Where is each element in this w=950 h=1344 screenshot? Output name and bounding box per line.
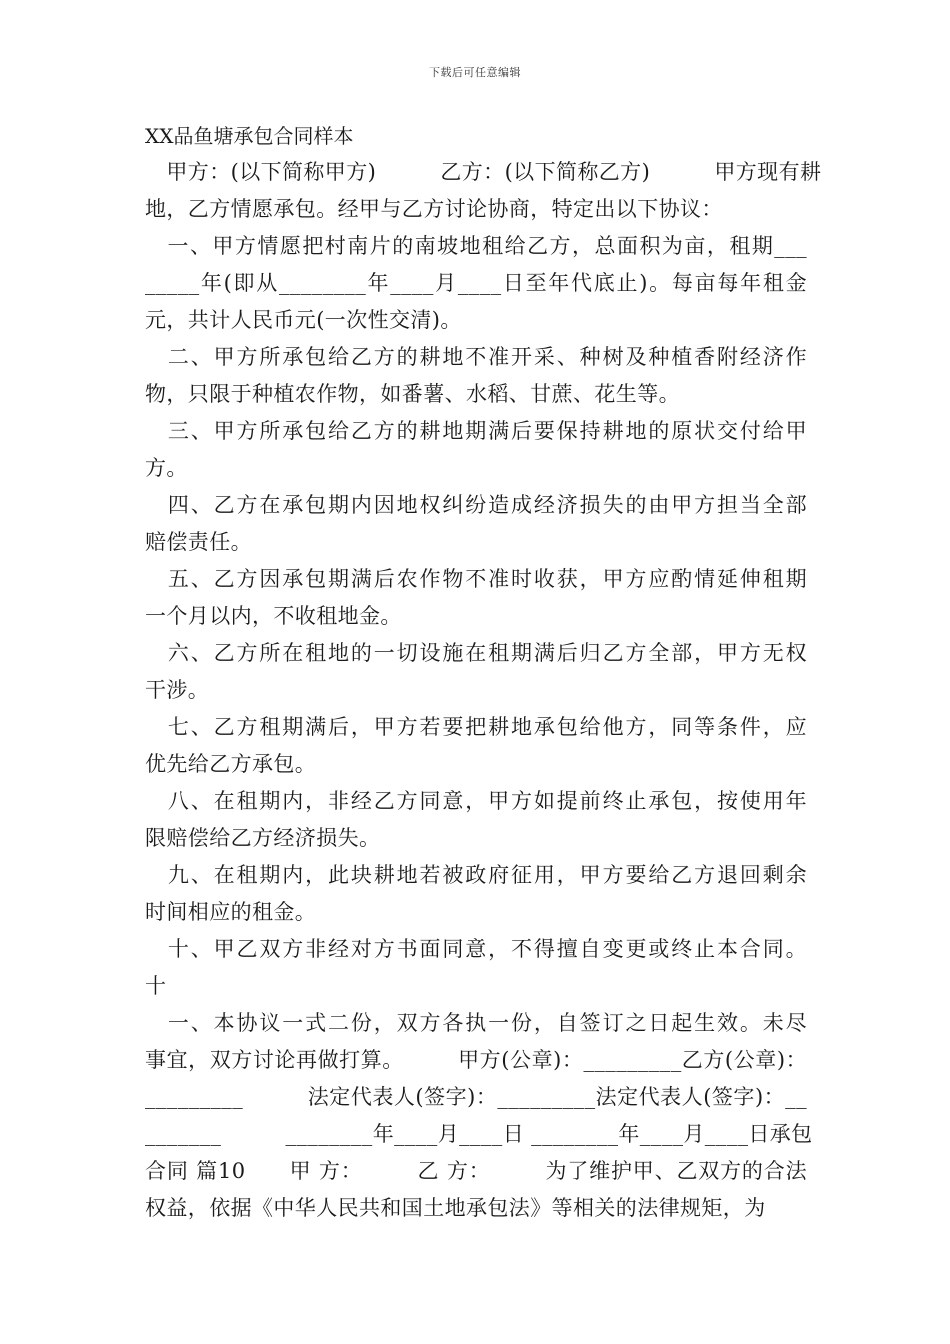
paragraph (145, 228, 807, 339)
paragraph (145, 339, 807, 413)
paragraph-line: 九、在租期内，此块耕地若被政府征用，甲方要给乙方退回剩余 (145, 863, 807, 887)
paragraph-line: 赔偿责任。 (145, 530, 252, 554)
document-body (145, 118, 822, 1227)
paragraph (145, 857, 807, 931)
paragraph-line: 时间相应的租金。 (145, 900, 317, 924)
paragraph-line: 一个月以内，不收租地金。 (145, 604, 402, 628)
paragraph-line: 地，乙方情愿承包。经甲与乙方讨论协商，特定出以下协议： (145, 197, 723, 221)
paragraph-line: 七、乙方租期满后，甲方若要把耕地承包给他方，同等条件，应 (145, 715, 807, 739)
paragraph (145, 783, 807, 857)
page-header-note: 下载后可任意编辑 (429, 66, 521, 79)
paragraph-line: 二、甲方所承包给乙方的耕地不准开采、种树及种植香附经济作 (145, 345, 807, 369)
paragraph-line: 三、甲方所承包给乙方的耕地期满后要保持耕地的原状交付给甲 (145, 419, 807, 443)
paragraph-line: 甲方：(以下简称甲方) 乙方：(以下简称乙方) 甲方现有耕 (145, 160, 822, 184)
paragraph-line: 物，只限于种植农作物，如番薯、水稻、甘蔗、花生等。 (145, 382, 680, 406)
paragraph-line: 合同 篇10 甲 方： 乙 方： 为了维护甲、乙双方的合法 (145, 1159, 807, 1183)
paragraph-line: 四、乙方在承包期内因地权纠纷造成经济损失的由甲方担当全部 (145, 493, 807, 517)
paragraph-line: 一、本协议一式二份，双方各执一份，自签订之日起生效。未尽 (145, 1011, 807, 1035)
paragraph-line: _______ ________年____月____日 ________年____月____日承包 (145, 1122, 813, 1146)
paragraph-line: 八、在租期内，非经乙方同意，甲方如提前终止承包，按使用年 (145, 789, 807, 813)
paragraph (145, 1005, 813, 1227)
paragraph-line: 干涉。 (145, 678, 210, 702)
paragraph (145, 561, 807, 635)
paragraph-line: 十、甲乙双方非经对方书面同意，不得擅自变更或终止本合同。 (145, 937, 807, 961)
paragraph-line: 元，共计人民币元(一次性交清)。 (145, 308, 462, 332)
paragraph (145, 709, 807, 783)
paragraph (145, 931, 807, 1005)
paragraph (145, 487, 807, 561)
paragraph-line: 事宜，双方讨论再做打算。 甲方(公章)：_________乙方(公章)： (145, 1048, 807, 1072)
paragraph-line: 限赔偿给乙方经济损失。 (145, 826, 381, 850)
paragraph-line: 权益，依据《中华人民共和国土地承包法》等相关的法律规矩，为 (145, 1196, 766, 1220)
paragraph (145, 154, 822, 228)
paragraph (145, 413, 807, 487)
paragraph-line: 五、乙方因承包期满后农作物不准时收获，甲方应酌情延伸租期 (145, 567, 807, 591)
paragraph-line: 方。 (145, 456, 188, 480)
document-title: XX品鱼塘承包合同样本 (145, 124, 354, 148)
paragraph-line: 优先给乙方承包。 (145, 752, 317, 776)
paragraph (145, 635, 807, 709)
paragraph-line: _________ 法定代表人(签字)：_________法定代表人(签字)：__ (145, 1085, 807, 1109)
paragraph-line: 一、甲方情愿把村南片的南坡地租给乙方，总面积为亩，租期___ (145, 234, 807, 258)
paragraph-line: _____年(即从________年____月____日至年代底止)。每亩每年租金 (145, 271, 807, 295)
document-paragraphs (145, 154, 822, 1227)
paragraph-line: 十 (145, 974, 167, 998)
paragraph-line: 六、乙方所在租地的一切设施在租期满后归乙方全部，甲方无权 (145, 641, 807, 665)
